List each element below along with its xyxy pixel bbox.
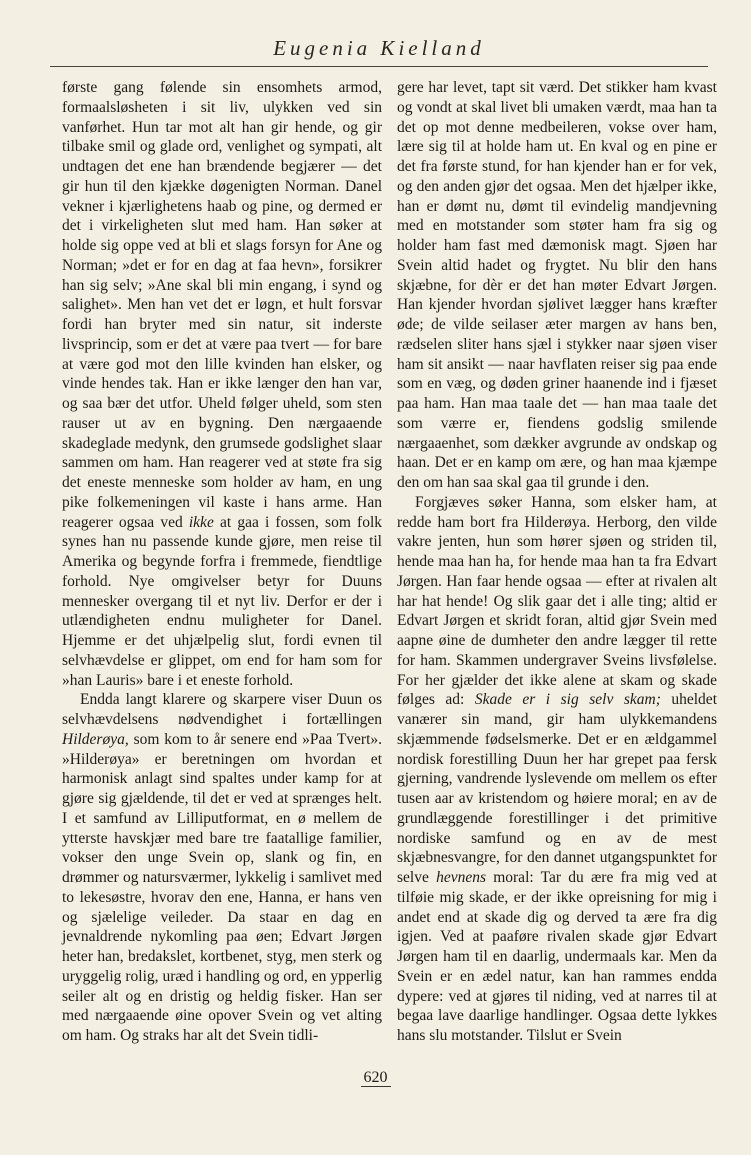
running-header: Eugenia Kielland [273,36,485,60]
page-number [0,1069,751,1087]
left-p2-start: Endda langt klarere og skarpere viser Duun os selvhævdelsens nødvendighet i fortællingen [62,691,382,728]
right-p2-mid: uheldet vanærer sin mand, gir ham ulykkemandens skjæmmende fødselsmerke. Det er en ældgammel nordisk forestilling Duun her har grepet paa fersk gjerning, vandrende lyslevende om mellem os efter tusen aar av kristendom og høiere moral; en av de grundlæggende forestillinger i det primitive nordiske samfund og en av de mest skjæbnesvangre, for den dannet utgangspunktet for selve [397,691,717,886]
right-column [397,78,717,1046]
page-number-text: 620 [361,1069,391,1087]
right-p2-rest: moral: Tar du ære fra mig ved at tilføie mig skade, er der ikke opreisning for mig i andet end at skade dig og derved ta ære fra dig igjen. Ved at paaføre rivalen skade gjør Edvart Jørgen ham til en daarlig, undermaals kar. Men da Svein er en ædel natur, kan han rammes endda dypere: ved at gjøres til niding, ved at narres til at begaa lave daarlige handlinger. Ogsaa dette lykkes hans slu motstander. Tilslut er Svein [397,869,718,1044]
left-p1-emphasis: ikke [188,513,214,531]
left-p1-text: første gang følende sin ensomhets armod, formaalsløsheten i sit liv, ulykken ved sin vanførhet. Hun tar mot alt han gir hende, og gir tilbake smil og glade ord, venlighet og sympati, alt undtagen det ene han brændende begjærer — det gir hun til den kjække døgenigten Norman. Danel vekner i kjærlighetens haab og pine, og dermed er det i virkeligheten slut med ham. Han søker at holde sig oppe ved at bli et slags forsyn for Ane og Norman; »det er for en dag at faa hevn», forsikrer han sig selv; »Ane skal bli min engang, i synd og salighet». Men han vet det er løgn, et hult forsvar fordi han bryter med sin natur, sit inderste livsprincip, som er det at være paa tvert — for bare at være god mot den lille kvinden han elsker, og vinde hendes tak. Han er ikke længer den han var, og saa bær det utfor. Uheld følger uheld, som sten rauser ut av en bygning. Den nærgaaende skadeglade medynk, den grumsede godslighet slaar sammen om ham. Han reagerer ved at støte fra sig det eneste menneske som holder av ham, en ung pike folkemeningen vil kaste i hans arme. Han reagerer ogsaa ved [62,79,382,531]
left-paragraph-1 [62,78,382,690]
left-p2-emphasis: Hilderøya, [62,730,129,748]
left-paragraph-2 [62,690,382,1046]
right-p2-emphasis-2: hevnens [436,869,486,886]
left-column [62,78,382,1046]
right-paragraph-1: gere har levet, tapt sit værd. Det stikker ham kvast og vondt at skal livet bli umaken værdt, maa han ta det op mot denne medbeileren, vokse over ham, lære sig til at holde ham ut. En kval og en pine er det fra første stund, for han kjender han er for vek, og den anden gjør det ogsaa. Men det hjælper ikke, han er dømt nu, dømt til evindelig mandjevning med en motstander som støter ham fra sig og holder ham fast med dæmonisk magt. Sjøen har Svein altid hadet og frygtet. Nu blir den hans skjæbne, for dèr er det han møter Edvart Jørgen. Han kjender hvordan sjølivet lægger hans kræfter øde; de vilde seilaser æter margen av hans ben, rædselen sliter hans sjæl i stykker naar sjøen viser ham sit ansikt — naar havflaten reiser sig paa ende som en væg, og døden griner haanende ind i fjæset paa ham. Han maa taale det — han maa taale det som værre er, fiendens godslig smilende nærgaaenhet, som dækker avgrunde av ondskap og haan. Det er en kamp om ære, og han maa kjæmpe den om han saa skal gaa til grunde i den. [397,79,717,491]
header-rule [50,66,708,67]
right-paragraph-2 [397,493,717,1046]
left-p1-rest: at gaa i fossen, som folk synes han nu passende kunde gjøre, men reise til Amerika og begynde forfra i fremmede, fiendtlige forhold. Nye omgivelser betyr for Duuns mennesker overgang til et nyt liv. Derfor er der i utlændigheten endnu muligheter for Danel. Hjemme er det uhjælpelig slut, fordi evnen til selvhævdelse er glippet, om end for ham som for »han Lauris» bare i et eneste forhold. [62,513,383,689]
right-p2-start: Forgjæves søker Hanna, som elsker ham, at redde ham bort fra Hilderøya. Herborg, den vilde vakre jenten, hun som hører sjøen og striden til, hende maa han ha, for hende maa han ta fra Edvart Jørgen. Han faar hende ogsaa — efter at rivalen alt har hat hende! Og slik gaar det i alle ting; altid er Edvart Jørgen et skridt foran, altid gjør Svein med aapne øine de dumheter den andre lægger til rette for ham. Skammen undergraver Sveins livsfølelse. For her gjælder det ikke alene at skam og skade følges ad: [397,493,717,709]
right-p2-emphasis-1: Skade er i sig selv skam; [474,691,661,709]
left-p2-rest: som kom to år senere end »Paa Tvert». »Hilderøya» er beretningen om hvordan et harmonisk anlagt sind spaltes under kamp for at gjøre sig gjældende, til det er ved at sprænges helt. I et samfund av Lilliputformat, en ø mellem de ytterste havskjær med bare tre faatallige familier, vokser den unge Svein op, slank og fin, en drømmer og natursværmer, lykkelig i samlivet med to lekesøstre, hvorav den ene, Hanna, er hans ven og sjælelige veileder. Da staar en dag en jevnaldrende nykomling paa øen; Edvart Jørgen heter han, bredakslet, kortbenet, styg, men sterk og uryggelig rolig, uræd i handling og ord, en ypperlig seiler alt og en dristig og heldig fisker. Han ser med nærgaaende øine opover Svein og vet alting om ham. Og straks har alt det Svein tidli- [62,730,383,1044]
